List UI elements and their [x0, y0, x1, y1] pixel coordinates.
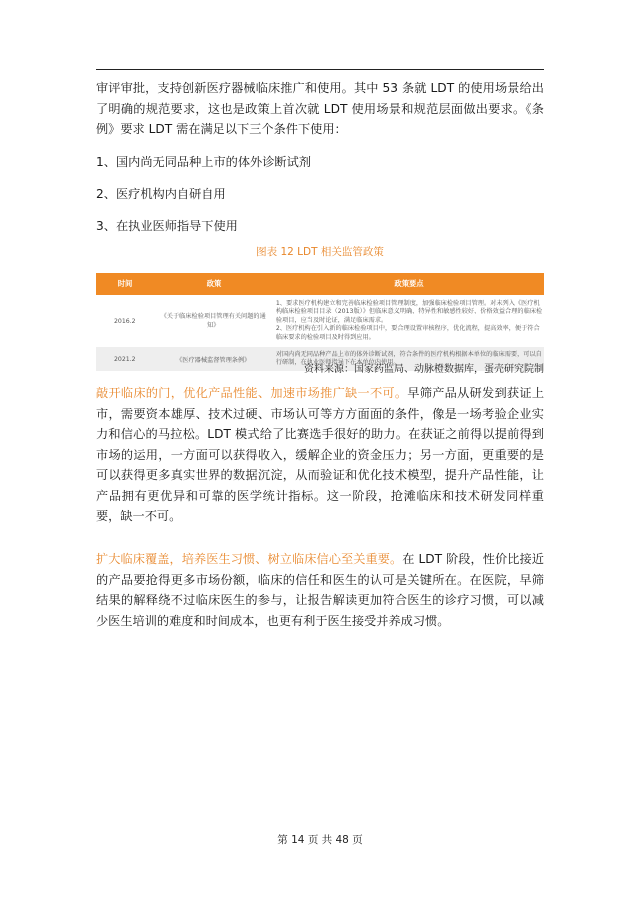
header-rule [96, 69, 544, 70]
policy-table [96, 273, 544, 371]
cell-points: 对国内尚无同品种产品上市的体外诊断试剂，符合条件的医疗机构根据本单位的临床需要，可以自行研制，在执业医师指导下在本单位内使用。 [275, 350, 542, 366]
page-footer: 第 14 页 共 48 页 [277, 834, 363, 846]
cell-policy: 《医疗器械监督管理条例》 [176, 356, 251, 364]
source-note: 资料来源：国家药监局、动脉橙数据库，蛋壳研究院制 [304, 364, 544, 375]
cell-time: 2016.2 [113, 317, 136, 325]
condition-item-2: 2、医疗机构内自研自用 [96, 187, 226, 201]
clinical-text: 在 LDT 阶段，性价比接近的产品要抢得更多市场份额，临床的信任和医生的认可是关键所在。在医院，早筛结果的解释绕不过临床医生的参与，让报告解读更加符合医生的诊疗习惯，可以减少医生培训的难度和时间成本，也更有利于医生接受并养成习惯。 [96, 552, 544, 628]
clinical-paragraph [96, 549, 544, 631]
cell-time: 2021.2 [113, 355, 136, 363]
header-points: 政策要点 [394, 279, 424, 288]
header-time: 时间 [117, 279, 133, 288]
cell-points: 1、要求医疗机构建立和完善临床检验项目管理制度，加强临床检验项目管理。对未列入《医疗机构临床检验项目目录（2013版）》但临床意义明确、特异性和敏感性较好、价格效益合理的临床检验项目，应当及时论证，满足临床需求。 2、医疗机构在引入新的临床检验项目中，要合理设置审核程序，优化流程，提高效率，便于符合临床要求的检验项目及时得到应用。 [275, 299, 543, 341]
cell-policy: 《关于临床检验项目管理有关问题的通知》 [160, 313, 266, 329]
condition-item-1: 1、国内尚无同品种上市的体外诊断试剂 [96, 155, 311, 169]
header-policy: 政策 [206, 279, 222, 288]
condition-item-3: 3、在执业医师指导下使用 [96, 219, 238, 233]
table-row [96, 295, 544, 347]
table-caption: 图表 12 LDT 相关监管政策 [256, 246, 384, 258]
intro-paragraph: 审评审批，支持创新医疗器械临床推广和使用。其中 53 条就 LDT 的使用场景给出了明确的规范要求，这也是政策上首次就 LDT 使用场景和规范层面做出要求。《条例》要求 LDT 需在满足以下三个条件下使用： [96, 81, 544, 136]
table-header-row [96, 273, 544, 295]
market-paragraph [96, 383, 544, 527]
clinical-highlight: 扩大临床覆盖，培养医生习惯、树立临床信心至关重要。 [96, 552, 403, 566]
market-text: 早筛产品从研发到获证上市，需要资本雄厚、技术过硬、市场认可等方方面面的条件，像是一场考验企业实力和信心的马拉松。LDT 模式给了比赛选手很好的助力。在获证之前得以提前得到市场的运用，一方面可以获得收入，缓解企业的资金压力；另一方面，更重要的是可以获得更多真实世界的数据沉淀，从而验证和优化技术模型，提升产品性能，让产品拥有更优异和可靠的医学统计指标。这一阶段，抢滩临床和技术研发同样重要，缺一不可。 [96, 386, 545, 523]
market-highlight: 敲开临床的门，优化产品性能、加速市场推广缺一不可。 [96, 386, 408, 400]
